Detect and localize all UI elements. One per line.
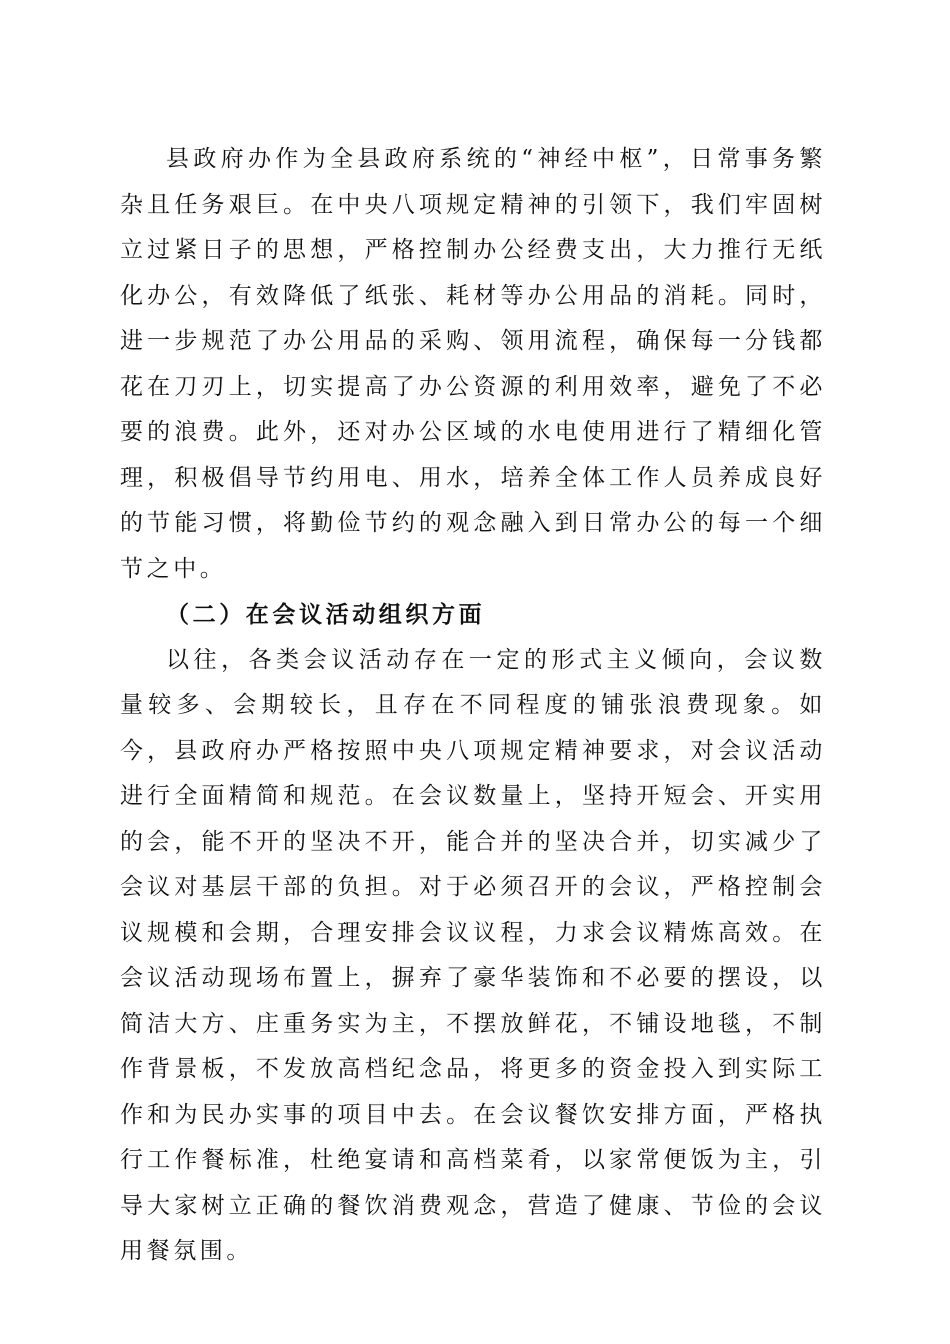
body-paragraph-meetings: 以往，各类会议活动存在一定的形式主义倾向，会议数量较多、会期较长，且存在不同程度的铺张浪费现象。如今，县政府办严格按照中央八项规定精神要求，对会议活动进行全面精简和规范。在会议数量上，坚持开短会、开实用的会，能不开的坚决不开，能合并的坚决合并，切实减少了会议对基层干部的负担。对于必须召开的会议，严格控制会议规模和会期，合理安排会议议程，力求会议精炼高效。在会议活动现场布置上，摒弃了豪华装饰和不必要的摆设，以简洁大方、庄重务实为主，不摆放鲜花，不铺设地毯，不制作背景板，不发放高档纪念品，将更多的资金投入到实际工作和为民办实事的项目中去。在会议餐饮安排方面，严格执行工作餐标准，杜绝宴请和高档菜肴，以家常便饭为主，引导大家树立正确的餐饮消费观念，营造了健康、节俭的会议用餐氛围。 bbox=[120, 646, 826, 1264]
body-paragraph-office-expenses: 县政府办作为全县政府系统的“神经中枢”，日常事务繁杂且任务艰巨。在中央八项规定精神的引领下，我们牢固树立过紧日子的思想，严格控制办公经费支出，大力推行无纸化办公，有效降低了纸张、耗材等办公用品的消耗。同时，进一步规范了办公用品的采购、领用流程，确保每一分钱都花在刀刃上，切实提高了办公资源的利用效率，避免了不必要的浪费。此外，还对办公区域的水电使用进行了精细化管理，积极倡导节约用电、用水，培养全体工作人员养成良好的节能习惯，将勤俭节约的观念融入到日常办公的每一个细节之中。 bbox=[120, 146, 826, 582]
document-body bbox=[120, 137, 826, 1275]
section-heading-meetings: （二）在会议活动组织方面 bbox=[166, 601, 486, 628]
